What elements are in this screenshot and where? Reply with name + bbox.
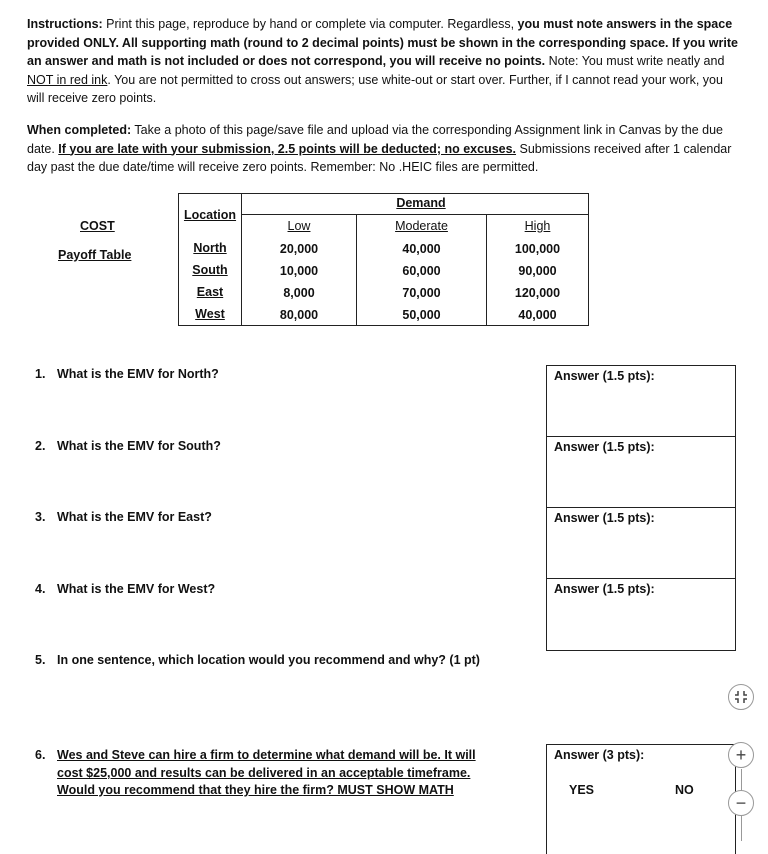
cell-west-moderate: 50,000	[402, 308, 441, 322]
completion-label: When completed:	[27, 123, 132, 137]
instructions-text-a: Print this page, reproduce by hand or complete via computer. Regardless,	[102, 17, 518, 31]
collapse-arrows-icon[interactable]	[728, 684, 754, 710]
question-6	[35, 747, 476, 800]
yes-option[interactable]: YES	[569, 783, 595, 797]
question-number: 1.	[35, 367, 46, 381]
answer-box-1[interactable]	[546, 365, 736, 437]
cell-west-low: 80,000	[279, 308, 319, 322]
answer-label: Answer (1.5 pts):	[554, 440, 655, 454]
no-option[interactable]: NO	[675, 783, 694, 797]
collapse-arrows-glyph	[734, 690, 748, 704]
question-text: What is the EMV for North?	[57, 367, 219, 381]
grid-line	[241, 214, 589, 215]
question-number: 2.	[35, 439, 46, 453]
row-location-east: East	[196, 285, 224, 299]
question-4	[35, 582, 215, 596]
answer-box-4[interactable]	[546, 578, 736, 651]
question-3	[35, 510, 212, 524]
question-text: What is the EMV for West?	[57, 582, 216, 596]
question-number: 3.	[35, 510, 46, 524]
question-1	[35, 367, 219, 381]
column-moderate: Moderate	[395, 219, 448, 233]
completion-text-a: Take a photo of this page/save file and upload via the corresponding Assignment link in Canvas by the due date.	[27, 123, 723, 156]
instructions-text-b: you must note answers in the space provided ONLY. All supporting math (round to 2 decimal points) must be shown in the corresponding space. If you write an answer and math is not included or does not correspond, you will receive no points.	[27, 17, 738, 68]
grid-line	[588, 193, 589, 326]
payoff-table-label: Payoff Table	[58, 248, 132, 262]
location-header: Location	[183, 208, 237, 222]
cell-south-high: 90,000	[518, 264, 557, 278]
row-location-north: North	[193, 241, 227, 255]
cell-east-moderate: 70,000	[402, 286, 441, 300]
question-number: 6.	[35, 748, 46, 762]
zoom-in-button[interactable]: +	[728, 742, 754, 768]
cell-east-low: 8,000	[283, 286, 315, 300]
answer-label: Answer (3 pts):	[554, 748, 645, 762]
cell-south-moderate: 60,000	[402, 264, 441, 278]
question-text-line-2: cost $25,000 and results can be delivered in an acceptable timeframe.	[57, 765, 471, 780]
completion-text-b: If you are late with your submission, 2.5 points will be deducted; no excuses.	[58, 141, 517, 156]
question-text	[57, 747, 476, 800]
completion-paragraph	[27, 121, 742, 177]
cell-north-high: 100,000	[514, 242, 561, 256]
question-text-line-1: Wes and Steve can hire a firm to determine what demand will be. It will	[57, 748, 476, 762]
cell-west-high: 40,000	[518, 308, 557, 322]
instructions-text-e: . You are not permitted to cross out answers; use white-out or start over. Further, if I cannot read your work, you will receive zero points.	[27, 72, 723, 105]
cost-label: COST	[80, 219, 115, 233]
question-text: In one sentence, which location would you recommend and why? (1 pt)	[57, 653, 480, 667]
cell-east-high: 120,000	[514, 286, 561, 300]
answer-box-6[interactable]	[546, 744, 736, 854]
question-2	[35, 439, 221, 453]
instructions-text-d: NOT in red ink	[27, 72, 108, 87]
instructions-paragraph	[27, 15, 742, 108]
row-location-west: West	[195, 307, 225, 321]
grid-line	[241, 325, 589, 326]
question-5	[35, 653, 480, 667]
question-text-line-3: Would you recommend that they hire the firm? MUST SHOW MATH	[57, 783, 454, 797]
answer-box-2[interactable]	[546, 436, 736, 508]
instructions-text-c: Note: You must write neatly and	[545, 54, 725, 68]
question-number: 5.	[35, 653, 46, 667]
grid-line	[241, 193, 589, 194]
answer-box-3[interactable]	[546, 507, 736, 579]
row-location-south: South	[192, 263, 228, 277]
answer-label: Answer (1.5 pts):	[554, 369, 655, 383]
cell-north-low: 20,000	[279, 242, 319, 256]
demand-header: Demand	[396, 196, 446, 210]
column-high: High	[524, 219, 551, 233]
zoom-out-button[interactable]: −	[728, 790, 754, 816]
question-text: What is the EMV for East?	[57, 510, 212, 524]
answer-label: Answer (1.5 pts):	[554, 511, 655, 525]
column-low: Low	[287, 219, 311, 233]
completion-text-c: Submissions received after 1 calendar day past the due date/time will receive zero points. Remember: No .HEIC files are permitted.	[27, 141, 732, 174]
question-text: What is the EMV for South?	[57, 439, 221, 453]
question-number: 4.	[35, 582, 46, 596]
cell-south-low: 10,000	[279, 264, 319, 278]
instructions-label: Instructions:	[27, 17, 103, 31]
answer-label: Answer (1.5 pts):	[554, 582, 655, 596]
cell-north-moderate: 40,000	[402, 242, 441, 256]
